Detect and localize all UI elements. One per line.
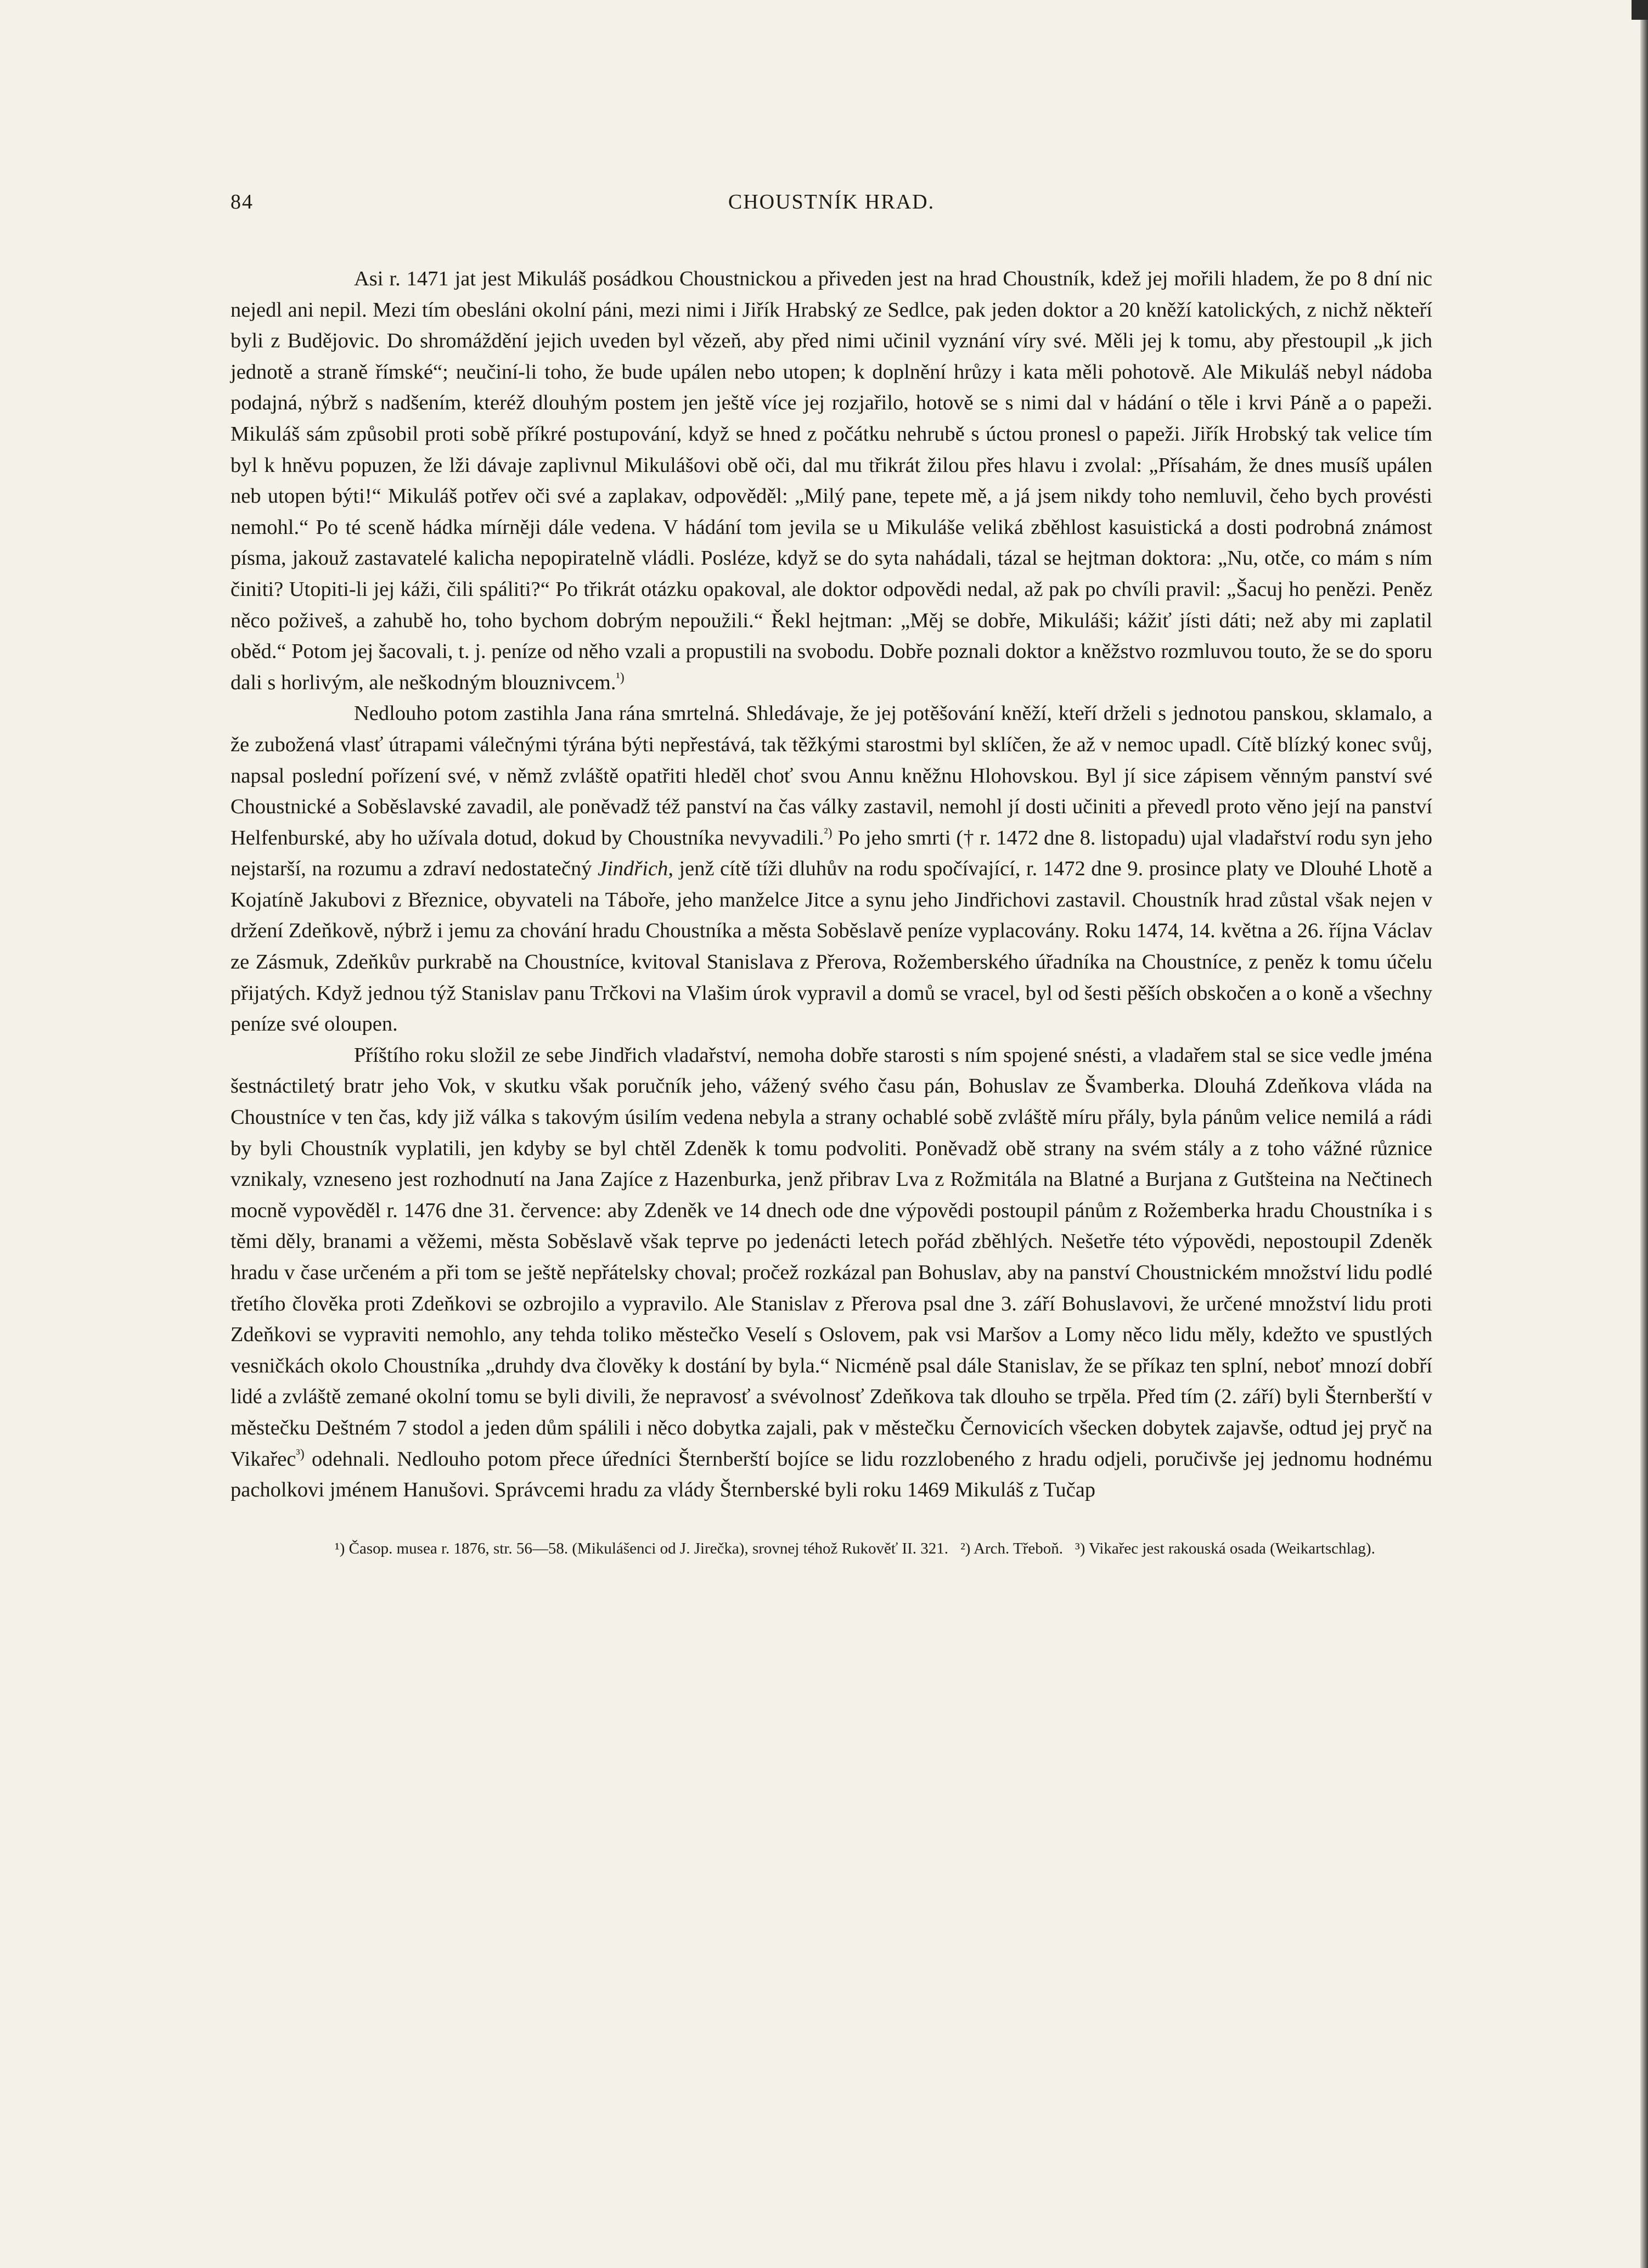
- footnote-marker: ¹): [616, 670, 625, 685]
- body-text: [230, 263, 1432, 1506]
- running-title: CHOUSTNÍK HRAD.: [728, 190, 935, 213]
- italic-name: Jindřich,: [598, 857, 673, 881]
- page-header: [230, 181, 1432, 225]
- paragraph-text: Po jeho smrti († r. 1472 dne 8. listopadu) ujal vladařství rodu syn jeho nejstarší, na rozumu a zdraví nedostatečný: [230, 826, 1432, 881]
- footnote-3: ³) Vikařec jest rakouská osada (Weikartschlag).: [1075, 1539, 1375, 1557]
- footnote-block: [230, 1539, 1432, 1558]
- paragraph-3: [230, 1040, 1432, 1506]
- footnote-marker: ²): [824, 825, 833, 840]
- paragraph-2: [230, 698, 1432, 1040]
- footnote-2: ²) Arch. Třeboň.: [960, 1539, 1064, 1557]
- book-page: [230, 181, 1432, 1558]
- page-number: 84: [230, 190, 254, 213]
- paragraph-text: Nedlouho potom zastihla Jana rána smrtelná. Shledávaje, že jej potěšování kněží, kteří drželi s jednotou panskou, sklamalo, a že zubožená vlasť útrapami válečnými týrána býti nepřestává, tak těžkými starostmi byl sklíčen, že až v nemoc upadl. Cítě blízký konec svůj, napsal poslední pořízení své, v němž zvláště opatřiti hleděl choť svou Annu kněžnu Hlohovskou. Byl jí sice zápisem věnným panství své Choustnické a Soběslavské zavadil, ale poněvadž též panství na čas války zastavil, nemohl jí dosti učiniti a převedl proto věno její na panství Helfenburské, aby ho užívala dotud, dokud by Choustníka nevyvadili.: [230, 702, 1432, 849]
- footnote-marker: ³): [296, 1447, 305, 1461]
- scan-edge: [1640, 0, 1648, 2268]
- footnote-1: ¹) Časop. musea r. 1876, str. 56—58. (Mikulášenci od J. Jirečka), srovnej téhož Rukověť II. 321.: [335, 1539, 949, 1557]
- paragraph-1: [230, 263, 1432, 698]
- paragraph-text: Příštího roku složil ze sebe Jindřich vladařství, nemoha dobře starosti s ním spojené snésti, a vladařem stal se sice vedle jména šestnáctiletý bratr jeho Vok, v skutku však poručník jeho, vážený svého času pán, Bohuslav ze Švamberka. Dlouhá Zdeňkova vláda na Choustníce v ten čas, kdy již válka s takovým úsilím vedena nebyla a strany ochablé sobě zvláště míru přály, byla pánům velice nemilá a rádi by byli Choustník vyplatili, jen kdyby se byl chtěl Zdeněk k tomu podvoliti. Poněvadž obě strany na svém stály a z toho vážné různice vznikaly, vzneseno jest rozhodnutí na Jana Zajíce z Hazenburka, jenž přibrav Lva z Rožmitála na Blatné a Burjana z Gutšteina na Nečtinech mocně vypověděl r. 1476 dne 31. července: aby Zdeněk ve 14 dnech ode dne výpovědi postoupil pánům z Rožemberka hradu Choustníka i s těmi děly, branami a věžemi, města Soběslavě však teprve po jedenácti letech pořád zběhlých. Nešetře této výpovědi, nepostoupil Zdeněk hradu v čase určeném a při tom se ještě nepřátelsky choval; pročež rozkázal pan Bohuslav, aby na panství Choustnickém množství lidu podlé třetího člověka proti Zdeňkovi se ozbrojilo a vypravilo. Ale Stanislav z Přerova psal dne 3. září Bohuslavovi, že určené množství lidu proti Zdeňkovi se vypraviti nemohlo, any tehda toliko městečko Veselí s Oslovem, pak vsi Maršov a Lomy něco lidu měly, kdežto ve spustlých vesničkách okolo Choustníka „druhdy dva člověky k dostání by byla.“ Nicméně psal dále Stanislav, že se příkaz ten splní, neboť mnozí dobří lidé a zvláště zemané okolní tomu se byli divili, že nepravosť a svévolnosť Zdeňkova tak dlouho se trpěla. Před tím (2. září) byli Šternberští v městečku Deštném 7 stodol a jeden dům spálili i něco dobytka zajali, pak v městečku Černovicích všecken dobytek zajavše, odtud jej pryč na Vikařec: [230, 1043, 1432, 1471]
- footnotes: [230, 1539, 1432, 1558]
- paragraph-text: jenž cítě tíži dluhův na rodu spočívající, r. 1472 dne 9. prosince platy ve Dlouhé Lhotě a Kojatíně Jakubovi z Březnice, obyvateli na Táboře, jeho manželce Jitce a synu jeho Jindřichovi zastavil. Choustník hrad zůstal však nejen v držení Zdeňkově, nýbrž i jemu za chování hradu Choustníka a města Soběslavě peníze vyplacovány. Roku 1474, 14. května a 26. října Václav ze Zásmuk, Zdeňkův purkrabě na Choustníce, kvitoval Stanislava z Přerova, Rožemberského úřadníka na Choustníce, z peněz k tomu účelu přijatých. Když jednou týž Stanislav panu Trčkovi na Vlašim úrok vypravil a domů se vracel, byl od šesti pěších obskočen a o koně a všechny peníze své oloupen.: [230, 857, 1432, 1036]
- paragraph-text: odehnali. Nedlouho potom přece úředníci Šternberští bojíce se lidu rozzlobeného z hradu odjeli, poručivše jej jednomu hodnému pacholkovi jménem Hanušovi. Správcemi hradu za vlády Šternberské byli roku 1469 Mikuláš z Tučap: [230, 1447, 1432, 1502]
- scan-corner: [1632, 0, 1648, 20]
- paragraph-text: Asi r. 1471 jat jest Mikuláš posádkou Choustnickou a přiveden jest na hrad Choustník, kdež jej mořili hladem, že po 8 dní nic nejedl ani nepil. Mezi tím obesláni okolní páni, mezi nimi i Jiřík Hrabský ze Sedlce, pak jeden doktor a 20 kněží katolických, z nichž někteří byli z Budějovic. Do shromáždění jejich uveden byl vězeň, aby před nimi učinil vyznání víry své. Měli jej k tomu, aby přestoupil „k jich jednotě a straně římské“; neučiní-li toho, že bude upálen nebo utopen; k doplnění hrůzy i kata měli pohotově. Ale Mikuláš nebyl nádoba podajná, nýbrž s nadšením, kteréž dlouhým postem jen ještě více jej rozjařilo, hotově se s nimi dal v hádání o těle i krvi Páně a o papeži. Mikuláš sám způsobil proti sobě příkré postupování, když se hned z počátku nehrubě s úctou pronesl o papeži. Jiřík Hrobský tak velice tím byl k hněvu popuzen, že lži dávaje zaplivnul Mikulášovi obě oči, dal mu třikrát žilou přes hlavu i zvolal: „Přísahám, že dnes musíš upálen neb utopen býti!“ Mikuláš potřev oči své a zaplakav, odpověděl: „Milý pane, tepete mě, a já jsem nikdy toho nemluvil, čeho bych provésti nemohl.“ Po té sceně hádka mírněji dále vedena. V hádání tom jevila se u Mikuláše veliká zběhlost kasuistická a dosti podrobná známost písma, jakouž zastavatelé kalicha nepopiratelně vládli. Posléze, když se do syta nahádali, tázal se hejtman doktora: „Nu, otče, co mám s ním činiti? Utopiti-li jej káži, čili spáliti?“ Po třikrát otázku opakoval, ale doktor odpovědi nedal, až pak po chvíli pravil: „Šacuj ho penězi. Peněz něco poživeš, a zahubě ho, toho bychom dobrým nepoužili.“ Řekl hejtman: „Měj se dobře, Mikuláši; kážiť jísti dáti; než aby mi zaplatil oběd.“ Potom jej šacovali, t. j. peníze od něho vzali a propustili na svobodu. Dobře poznali doktor a kněžstvo rozmluvou touto, že se do sporu dali s horlivým, ale neškodným blouznivcem.: [230, 267, 1432, 694]
